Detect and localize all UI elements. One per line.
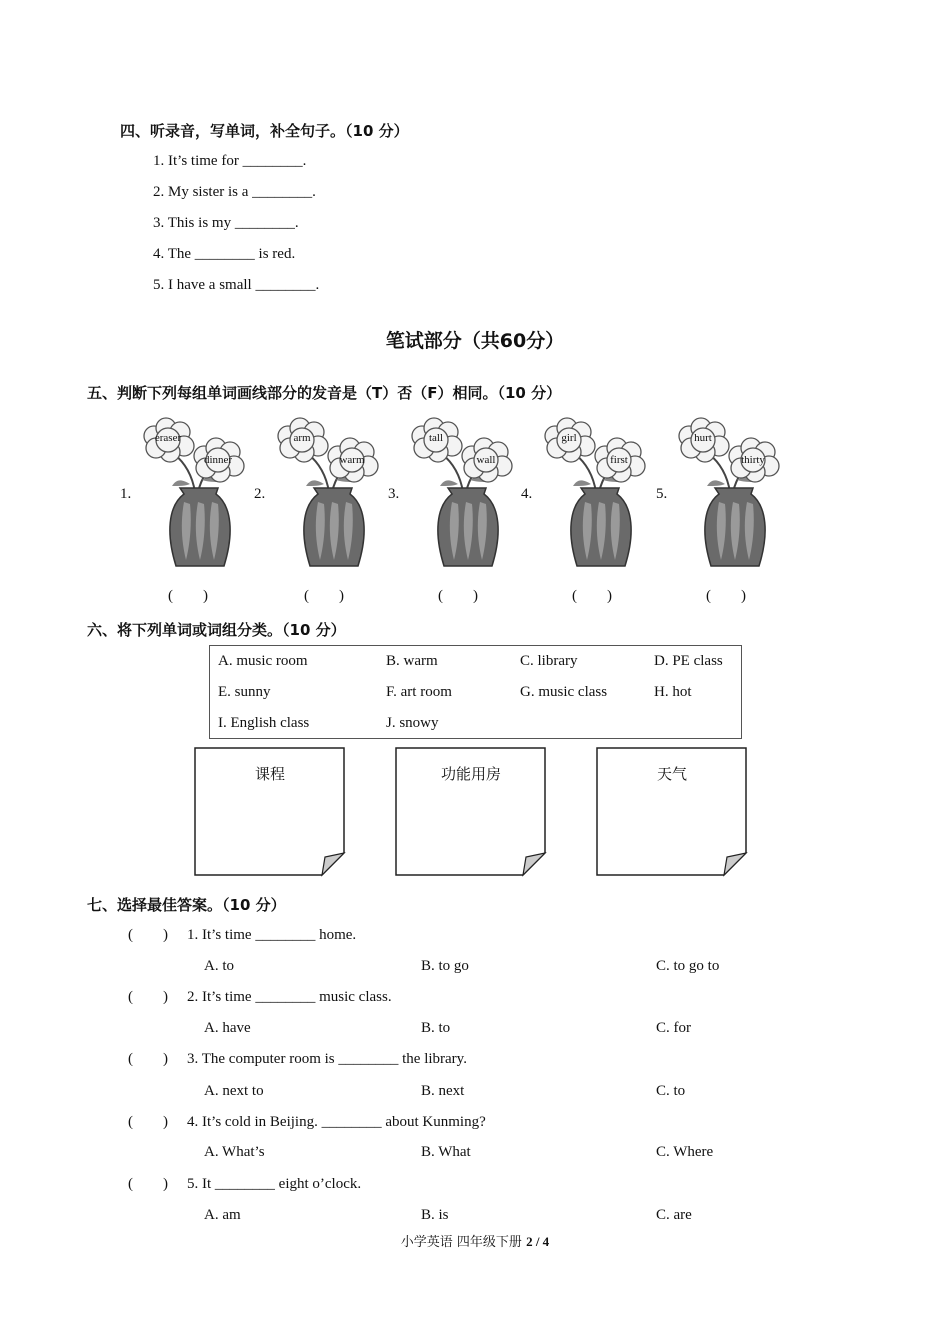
q2-option-c: C. for [656, 1020, 691, 1036]
question-1: 1. It’s time ________ home. [187, 927, 357, 943]
section4-heading: 四、听录音，写单词，补全句子。（10 分） [120, 122, 409, 140]
flower-word-1-a: eraser [154, 432, 182, 444]
word-e: E. sunny [218, 684, 271, 700]
written-part-title: 笔试部分（共60分） [385, 330, 565, 352]
vase-number-3: 3. [388, 486, 400, 502]
flower-word-1-b: dinner [203, 454, 233, 466]
q1-option-a: A. to [204, 958, 234, 974]
section7-heading: 七、选择最佳答案。（10 分） [87, 896, 286, 914]
vase-number-2: 2. [254, 486, 266, 502]
section4-item-1: 1. It’s time for ________. [153, 153, 307, 169]
q5-option-c: C. are [656, 1207, 692, 1223]
q3-option-c: C. to [656, 1083, 686, 1099]
word-f: F. art room [386, 684, 452, 700]
category-title-weather: 天气 [656, 765, 687, 783]
q4-option-c: C. Where [656, 1144, 714, 1160]
section6-heading: 六、将下列单词或词组分类。（10 分） [87, 621, 346, 639]
q3-option-a: A. next to [204, 1083, 264, 1099]
page-number: 2 / 4 [526, 1234, 550, 1249]
vase-number-4: 4. [521, 486, 533, 502]
section4-item-2: 2. My sister is a ________. [153, 184, 316, 200]
flower-word-5-b: thirty [741, 454, 765, 466]
category-title-courses: 课程 [254, 765, 285, 783]
q2-option-a: A. have [204, 1020, 251, 1036]
page-footer [0, 1231, 950, 1250]
answer-paren-3[interactable]: ( ) [128, 1051, 168, 1067]
word-j: J. snowy [386, 715, 439, 731]
word-a: A. music room [218, 653, 308, 669]
word-c: C. library [520, 653, 578, 669]
vase-illustration-3 [408, 414, 528, 574]
answer-paren-2[interactable]: ( ) [128, 989, 168, 1005]
answer-paren-vase-4[interactable]: ( ) [572, 588, 612, 604]
category-box-weather[interactable] [596, 747, 748, 877]
flower-word-3-a: tall [428, 432, 444, 444]
flower-word-3-b: wall [476, 454, 496, 466]
section4-item-4: 4. The ________ is red. [153, 246, 296, 262]
vase-illustration-4 [541, 414, 661, 574]
vase-illustration-1 [140, 414, 260, 574]
footer-text: 小学英语 四年级下册 [400, 1235, 527, 1250]
question-5: 5. It ________ eight o’clock. [187, 1176, 362, 1192]
q5-option-a: A. am [204, 1207, 241, 1223]
word-g: G. music class [520, 684, 608, 700]
word-bank-box [209, 645, 742, 739]
question-2: 2. It’s time ________ music class. [187, 989, 392, 1005]
word-h: H. hot [654, 684, 692, 700]
question-3: 3. The computer room is ________ the library. [187, 1051, 467, 1067]
flower-word-4-a: girl [561, 432, 577, 444]
vase-number-1: 1. [120, 486, 132, 502]
category-box-courses[interactable] [194, 747, 346, 877]
answer-paren-4[interactable]: ( ) [128, 1114, 168, 1130]
q4-option-b: B. What [421, 1144, 471, 1160]
answer-paren-5[interactable]: ( ) [128, 1176, 168, 1192]
vase-illustration-5 [675, 414, 795, 574]
section4-item-3: 3. This is my ________. [153, 215, 299, 231]
category-title-rooms: 功能用房 [440, 765, 501, 783]
answer-paren-vase-5[interactable]: ( ) [706, 588, 746, 604]
vase-illustration-2 [274, 414, 394, 574]
flower-word-2-b: warm [339, 454, 365, 466]
q5-option-b: B. is [421, 1207, 449, 1223]
q1-option-c: C. to go to [656, 958, 720, 974]
answer-paren-vase-3[interactable]: ( ) [438, 588, 478, 604]
answer-paren-vase-1[interactable]: ( ) [168, 588, 208, 604]
word-b: B. warm [386, 653, 438, 669]
question-4: 4. It’s cold in Beijing. ________ about Kunming? [187, 1114, 486, 1130]
flower-word-5-a: hurt [694, 432, 712, 444]
word-d: D. PE class [654, 653, 723, 669]
section4-item-5: 5. I have a small ________. [153, 277, 320, 293]
word-i: I. English class [218, 715, 310, 731]
q4-option-a: A. What’s [204, 1144, 265, 1160]
flower-word-2-a: arm [293, 432, 311, 444]
q3-option-b: B. next [421, 1083, 465, 1099]
vase-number-5: 5. [656, 486, 668, 502]
answer-paren-vase-2[interactable]: ( ) [304, 588, 344, 604]
category-box-rooms[interactable] [395, 747, 547, 877]
q2-option-b: B. to [421, 1020, 451, 1036]
q1-option-b: B. to go [421, 958, 469, 974]
answer-paren-1[interactable]: ( ) [128, 927, 168, 943]
flower-word-4-b: first [610, 454, 628, 466]
section5-heading: 五、判断下列每组单词画线部分的发音是（T）否（F）相同。（10 分） [87, 384, 562, 402]
